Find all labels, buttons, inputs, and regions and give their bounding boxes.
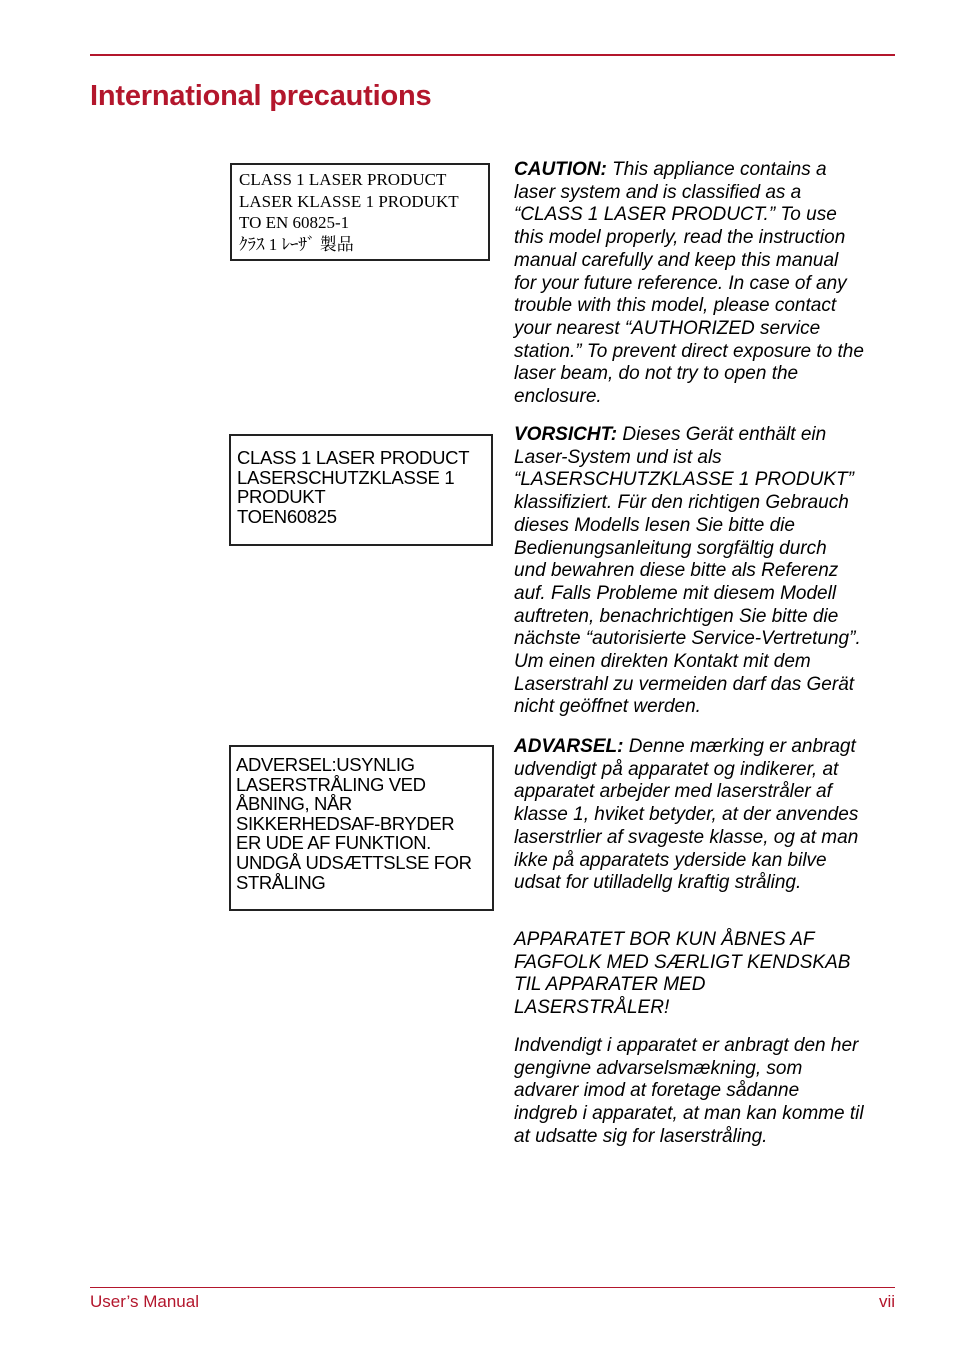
paragraph-line: your nearest “AUTHORIZED service — [514, 317, 821, 339]
label-line: ER UDE AF FUNKTION. — [236, 832, 431, 854]
paragraph-line: station.” To prevent direct exposure to the — [514, 340, 864, 362]
paragraph-line: manual carefully and keep this manual — [514, 249, 839, 271]
caution-label: CAUTION: — [514, 159, 607, 180]
label-line: CLASS 1 LASER PRODUCT — [239, 170, 447, 189]
paragraph-line: apparatet arbejder med laserstråler af — [514, 781, 832, 803]
paragraph-line: FAGFOLK MED SÆRLIGT KENDSKAB — [514, 951, 851, 973]
paragraph-line: auf. Falls Probleme mit diesem Modell — [514, 582, 837, 604]
paragraph-line: udsat for utilladellg kraftig stråling. — [514, 872, 802, 894]
paragraph-line: enclosure. — [514, 386, 602, 408]
adversel-warning-label — [229, 745, 494, 911]
caution-paragraph — [514, 159, 889, 409]
label-line: SIKKERHEDSAF-BRYDER — [236, 812, 455, 834]
paragraph-line: Indvendigt i apparatet er anbragt den her — [514, 1035, 859, 1056]
paragraph-line: “LASERSCHUTZKLASSE 1 PRODUKT” — [514, 469, 854, 491]
paragraph-line: Laserstrahl zu vermeiden darf das Gerät — [514, 673, 855, 695]
label-line: ADVERSEL:USYNLIG — [236, 754, 415, 775]
header-rule — [90, 54, 895, 56]
apparatet-paragraph — [514, 929, 889, 1020]
label-line: STRÅLING — [236, 871, 326, 893]
paragraph-line: advarer imod at foretage sådanne — [514, 1080, 800, 1102]
label-line: PRODUKT — [237, 486, 326, 508]
indvendigt-paragraph — [514, 1035, 889, 1149]
page-title: International precautions — [90, 80, 432, 112]
paragraph-line: trouble with this model, please contact — [514, 295, 837, 317]
label-line: TOEN60825 — [237, 506, 337, 528]
paragraph-line: klassifiziert. Für den richtigen Gebrauch — [514, 492, 849, 514]
paragraph-line: indgreb i apparatet, at man kan komme til — [514, 1103, 864, 1125]
paragraph-line: ikke på apparatets yderside kan bilve — [514, 849, 827, 871]
paragraph-line: laser system and is classified as a — [514, 181, 802, 203]
label-line: TO EN 60825-1 — [239, 213, 350, 232]
paragraph-line: LASERSTRÅLER! — [514, 997, 670, 1019]
label-line: ÅBNING, NÅR — [236, 793, 352, 815]
paragraph-line: ADVARSEL: Denne mærking er anbragt — [514, 736, 856, 757]
label-line: LASERSTRÅLING VED — [236, 773, 426, 795]
paragraph-line: auftreten, benachrichtigen Sie bitte die — [514, 605, 839, 627]
paragraph-line: Um einen direkten Kontakt mit dem — [514, 651, 811, 673]
vorsicht-paragraph — [514, 424, 889, 719]
label-line: UNDGÅ UDSÆTTSLSE FOR — [236, 851, 472, 873]
paragraph-line: udvendigt på apparatet og indikerer, at — [514, 758, 839, 780]
paragraph-line: laser beam, do not try to open the — [514, 363, 799, 385]
paragraph-line: for your future reference. In case of any — [514, 272, 847, 294]
label-line: ｸﾗｽ 1 ﾚｰｻﾞ 製品 — [239, 234, 354, 254]
paragraph-line: Bedienungsanleitung sorgfältig durch — [514, 537, 827, 559]
paragraph-line: klasse 1, hviket betyder, at der anvendes — [514, 804, 859, 826]
paragraph-line: VORSICHT: Dieses Gerät enthält ein — [514, 424, 827, 445]
paragraph-line: dieses Modells lesen Sie bitte die — [514, 514, 795, 536]
paragraph-line: at udsatte sig for laserstråling. — [514, 1125, 768, 1147]
paragraph-line: gengivne advarselsmækning, som — [514, 1057, 803, 1079]
paragraph-line: CAUTION: This appliance contains a — [514, 159, 827, 180]
paragraph-line: nicht geöffnet werden. — [514, 696, 701, 718]
footer-rule — [90, 1287, 895, 1288]
footer-page-number: vii — [878, 1292, 895, 1311]
advarsel-paragraph — [514, 736, 889, 895]
paragraph-line: laserstrlier af svageste klasse, og at man — [514, 826, 859, 848]
paragraph-line: nächste “autorisierte Service-Vertretung”. — [514, 628, 861, 650]
vorsicht-label: VORSICHT: — [514, 424, 618, 445]
paragraph-line: “CLASS 1 LASER PRODUCT.” To use — [514, 204, 837, 226]
label-line: CLASS 1 LASER PRODUCT — [237, 447, 470, 468]
laserschutzklasse-label — [229, 434, 493, 546]
advarsel-label: ADVARSEL: — [514, 736, 624, 757]
paragraph-line: und bewahren diese bitte als Referenz — [514, 560, 839, 582]
paragraph-line: Laser-System und ist als — [514, 446, 722, 468]
paragraph-line: APPARATET BOR KUN ÅBNES AF — [514, 929, 815, 950]
footer-manual-title: User’s Manual — [90, 1292, 199, 1311]
class1-laser-label — [230, 163, 490, 261]
label-line: LASER KLASSE 1 PRODUKT — [239, 191, 459, 211]
paragraph-line: TIL APPARATER MED — [514, 974, 706, 996]
paragraph-line: this model properly, read the instruction — [514, 227, 846, 249]
label-line: LASERSCHUTZKLASSE 1 — [237, 466, 455, 488]
